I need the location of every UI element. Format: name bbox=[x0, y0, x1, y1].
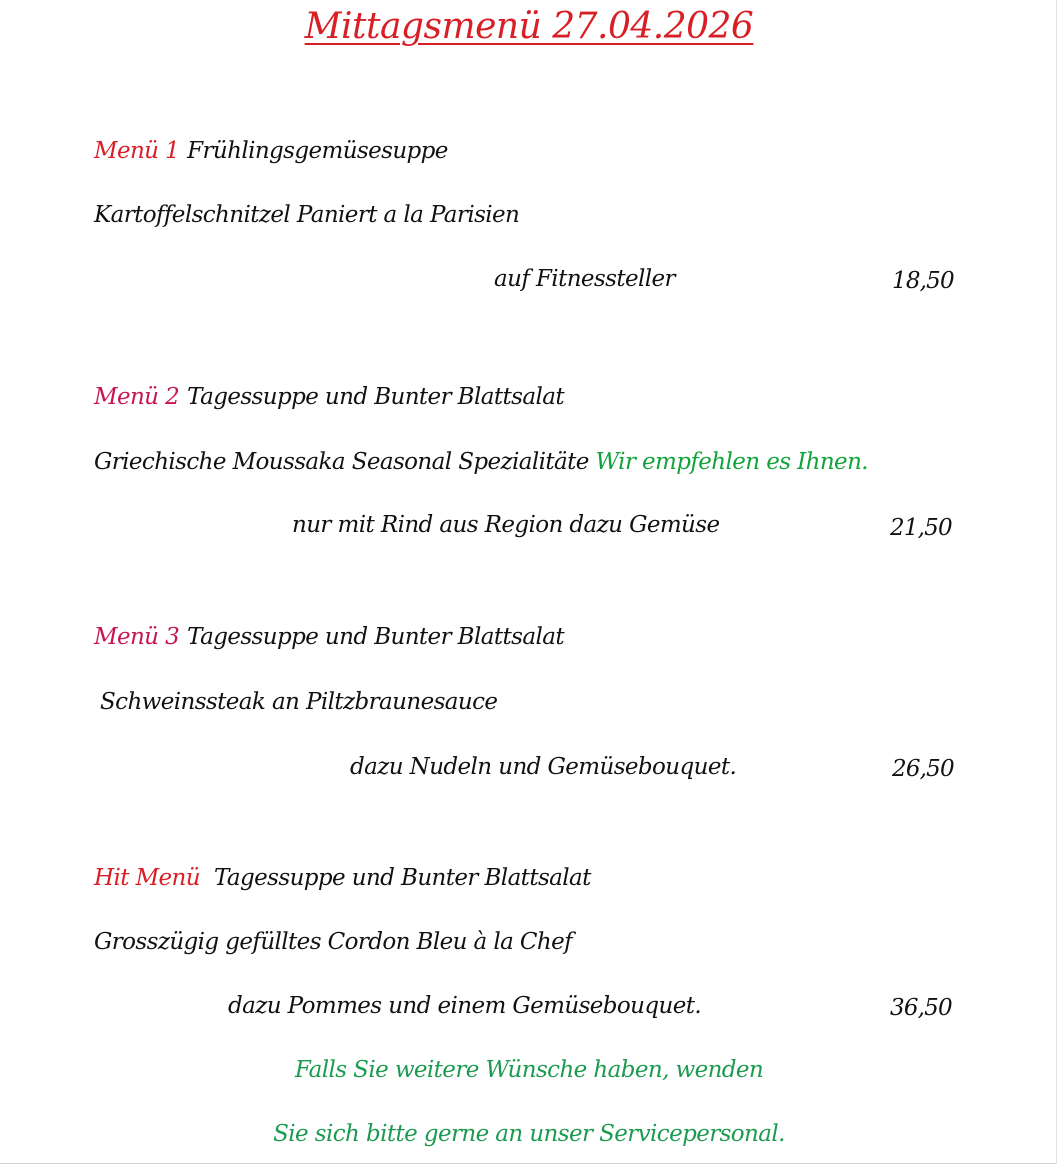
hit-menu-label: Hit Menü bbox=[94, 865, 200, 891]
hit-menu-price: 36,50 bbox=[890, 995, 952, 1021]
hit-menu-main: Grosszügig gefülltes Cordon Bleu à la Chef bbox=[94, 929, 573, 955]
menu-3-side: dazu Nudeln und Gemüsebouquet. bbox=[350, 754, 737, 780]
menu-2-side: nur mit Rind aus Region dazu Gemüse bbox=[292, 512, 720, 538]
menu-2-price: 21,50 bbox=[890, 515, 952, 541]
menu-3-main: Schweinssteak an Piltzbraunesauce bbox=[100, 689, 498, 715]
menu-1-label: Menü 1 bbox=[94, 138, 180, 164]
menu-1-soup: Frühlingsgemüsesuppe bbox=[187, 138, 448, 164]
menu-3-price: 26,50 bbox=[892, 756, 954, 782]
menu-3-header bbox=[94, 624, 564, 650]
menu-title: Mittagsmenü 27.04.2026 bbox=[304, 6, 754, 47]
service-note-line-1: Falls Sie weitere Wünsche haben, wenden bbox=[294, 1057, 764, 1083]
menu-1-header bbox=[94, 138, 448, 164]
menu-2-recommendation: Wir empfehlen es Ihnen. bbox=[595, 449, 868, 475]
menu-2-label: Menü 2 bbox=[94, 384, 180, 410]
menu-3-label: Menü 3 bbox=[94, 624, 180, 650]
menu-3-soup: Tagessuppe und Bunter Blattsalat bbox=[187, 624, 564, 650]
menu-2-header bbox=[94, 384, 564, 410]
service-note-line-2: Sie sich bitte gerne an unser Servicepersonal. bbox=[273, 1121, 785, 1147]
menu-1-side: auf Fitnessteller bbox=[494, 266, 675, 292]
hit-menu-side: dazu Pommes und einem Gemüsebouquet. bbox=[228, 993, 702, 1019]
menu-1-main: Kartoffelschnitzel Paniert a la Parisien bbox=[94, 202, 520, 228]
hit-menu-soup: Tagessuppe und Bunter Blattsalat bbox=[213, 865, 591, 891]
menu-2-main-line bbox=[94, 449, 868, 475]
hit-menu-header bbox=[94, 865, 591, 891]
menu-1-price: 18,50 bbox=[892, 268, 954, 294]
menu-2-main: Griechische Moussaka Seasonal Spezialitäte bbox=[94, 449, 589, 475]
menu-2-soup: Tagessuppe und Bunter Blattsalat bbox=[187, 384, 564, 410]
